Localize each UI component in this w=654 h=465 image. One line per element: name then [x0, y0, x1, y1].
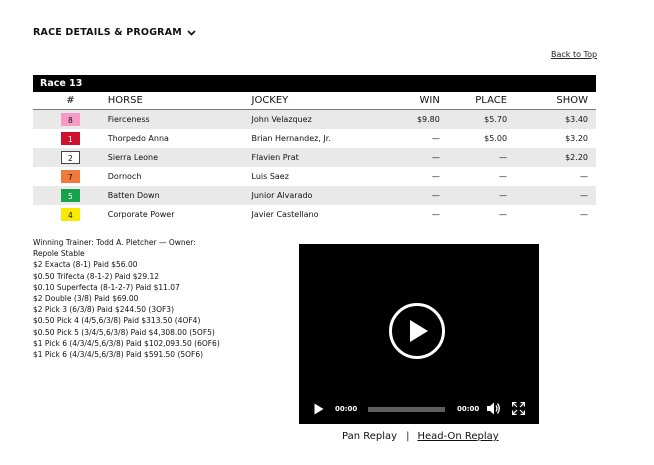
cell-win: $9.80 — [394, 110, 440, 130]
race-title: Race 13 — [40, 78, 83, 89]
payout-line: $2 Double (3/8) Paid $69.00 — [33, 294, 139, 304]
big-play-button[interactable] — [389, 303, 445, 359]
section-title: RACE DETAILS & PROGRAM — [33, 27, 182, 38]
payout-line: $1 Pick 6 (4/3/4/5,6/3/8) Paid $102,093.50 (6OF6) — [33, 338, 220, 348]
cell-win: — — [394, 148, 440, 167]
cell-horse: Fierceness — [108, 110, 252, 130]
duration: 00:00 — [457, 405, 480, 413]
post-position-badge: 4 — [61, 208, 80, 221]
trainer-owner-line: Repole Stable — [33, 249, 85, 259]
play-icon — [409, 319, 429, 343]
payout-line: $0.10 Superfecta (8-1-2-7) Paid $11.07 — [33, 282, 180, 292]
replay-separator: | — [406, 431, 410, 442]
payout-line: $0.50 Pick 5 (3/4/5,6/3/8) Paid $4,308.00 (5OF5) — [33, 327, 215, 337]
fullscreen-icon — [512, 402, 525, 415]
cell-jockey: Flavien Prat — [252, 148, 395, 167]
table-row — [33, 167, 596, 186]
control-play-button[interactable] — [314, 403, 324, 417]
replay-video-player[interactable] — [299, 244, 539, 424]
cell-horse: Dornoch — [107, 172, 142, 181]
cell-place: — — [440, 148, 507, 167]
cell-jockey: Luis Saez — [251, 172, 289, 181]
cell-jockey: John Velazquez — [252, 110, 395, 130]
race-title-bar — [33, 75, 596, 92]
volume-icon — [487, 402, 501, 415]
post-position-badge: 2 — [61, 151, 80, 164]
cell-win: — — [431, 134, 440, 143]
col-horse: HORSE — [108, 92, 252, 110]
video-controls — [299, 400, 539, 418]
cell-win: — — [431, 172, 440, 181]
cell-num — [33, 110, 108, 130]
payout-line: $2 Pick 3 (6/3/8) Paid $244.50 (3OF3) — [33, 305, 175, 315]
cell-horse: Sierra Leone — [108, 148, 252, 167]
cell-num — [33, 186, 108, 205]
col-win: WIN — [394, 92, 440, 110]
trainer-owner-line: Winning Trainer: Todd A. Pletcher — Owner: — [33, 238, 196, 247]
chevron-down-icon — [187, 30, 196, 36]
cell-horse: Batten Down — [108, 186, 252, 205]
payout-line: $0.50 Pick 4 (4/5,6/3/8) Paid $313.50 (4OF4) — [33, 316, 201, 326]
payout-line: $0.50 Trifecta (8-1-2) Paid $29.12 — [33, 271, 160, 281]
cell-jockey: Junior Alvarado — [252, 186, 395, 205]
back-to-top-link[interactable]: Back to Top — [551, 50, 598, 59]
post-position-badge: 8 — [61, 113, 80, 126]
results-table — [33, 92, 596, 224]
play-icon — [314, 403, 324, 415]
cell-horse: Corporate Power — [107, 210, 175, 219]
cell-show: $3.20 — [565, 134, 588, 143]
col-num: # — [33, 92, 108, 110]
cell-num — [33, 129, 108, 148]
table-row — [33, 129, 596, 148]
cell-show: $3.40 — [507, 110, 596, 130]
cell-win: — — [431, 210, 440, 219]
cell-win: — — [394, 186, 440, 205]
cell-show: — — [580, 210, 588, 219]
cell-place: — — [440, 186, 507, 205]
post-position-badge: 1 — [61, 132, 80, 145]
head-on-replay-link[interactable]: Head-On Replay — [417, 431, 499, 442]
post-position-badge: 7 — [61, 170, 80, 183]
cell-show: — — [580, 172, 588, 181]
table-row — [33, 148, 596, 167]
post-position-badge: 5 — [61, 189, 80, 202]
cell-num — [33, 148, 108, 167]
cell-place: — — [499, 172, 508, 181]
col-jockey: JOCKEY — [252, 92, 395, 110]
col-show: SHOW — [507, 92, 596, 110]
table-header-row — [33, 92, 596, 110]
table-row — [33, 186, 596, 205]
pan-replay-link[interactable]: Pan Replay — [342, 431, 398, 442]
current-time: 00:00 — [335, 405, 358, 413]
volume-button[interactable] — [487, 402, 501, 417]
payout-line: $1 Pick 6 (4/3/4/5,6/3/8) Paid $591.50 (5OF6) — [33, 350, 204, 360]
cell-horse: Thorpedo Anna — [107, 134, 169, 143]
replay-links — [342, 431, 499, 442]
cell-place: — — [499, 210, 508, 219]
fullscreen-button[interactable] — [512, 402, 525, 417]
race-details-toggle[interactable] — [33, 27, 196, 38]
cell-num — [33, 167, 108, 186]
table-row — [33, 205, 596, 224]
cell-num — [33, 205, 108, 224]
cell-place: $5.00 — [484, 134, 508, 143]
seek-bar[interactable] — [368, 407, 445, 412]
cell-show: $2.20 — [507, 148, 596, 167]
cell-jockey: Brian Hernandez, Jr. — [251, 134, 331, 143]
cell-show: — — [507, 186, 596, 205]
col-place: PLACE — [440, 92, 507, 110]
cell-place: $5.70 — [440, 110, 507, 130]
table-row — [33, 110, 596, 130]
payout-line: $2 Exacta (8-1) Paid $56.00 — [33, 260, 138, 270]
cell-jockey: Javier Castellano — [251, 210, 319, 219]
payouts-block — [33, 237, 233, 360]
